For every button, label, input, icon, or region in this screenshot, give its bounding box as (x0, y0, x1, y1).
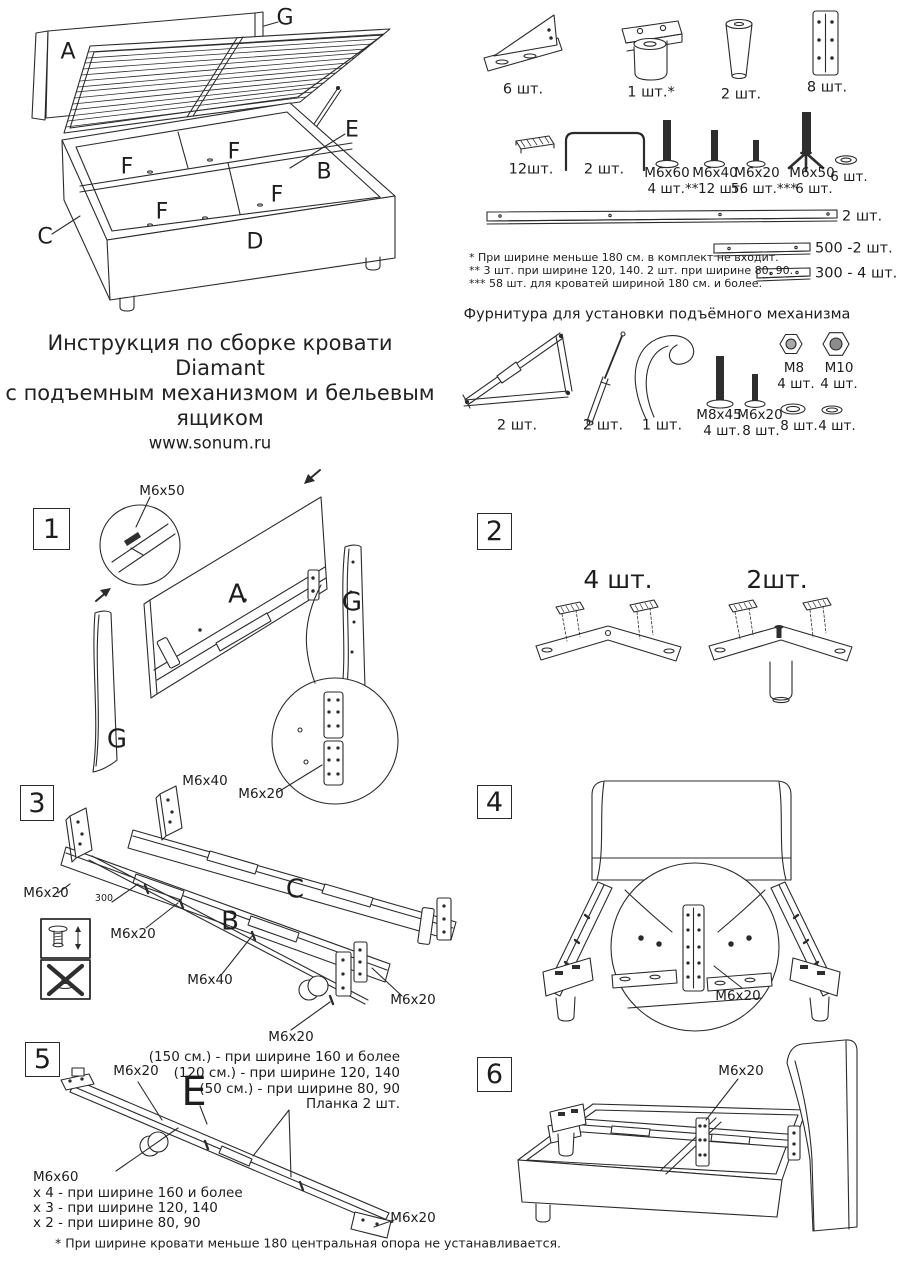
nut-m8-qty: 4 шт. (777, 375, 815, 392)
strip-long-icon (487, 210, 837, 224)
step4-number: 4 (477, 785, 512, 819)
washer-small-qty: 4 шт. (818, 417, 856, 434)
u-bracket-qty: 2 шт. (583, 161, 625, 178)
step1-part-g-right-label: G (341, 587, 363, 618)
bolt-m6x60-icon (656, 120, 678, 168)
plate-qty: 8 шт. (806, 79, 848, 96)
page-title-line2: с подъемным механизмом и бельевым ящиком (5, 381, 435, 430)
lift-mechanism-icon (463, 333, 572, 408)
bolt-m6x60-qty: 4 шт.** (647, 180, 699, 197)
nut-m10-icon (823, 333, 849, 356)
washer-large-icon (781, 404, 805, 414)
leg-icon (726, 20, 752, 79)
bolt-m6x20-lift-qty: 8 шт. (742, 422, 780, 439)
washer-small-icon (822, 406, 842, 414)
center-leg-bracket-icon (622, 21, 682, 80)
bolt-m6x20-size: M6x20 (734, 164, 780, 181)
step6-art (518, 1040, 857, 1231)
step2-qty-2: 2шт. (746, 564, 808, 594)
step3-part-c-label: C (285, 874, 305, 905)
overview-label-f4: F (155, 199, 169, 225)
step5-plank-note-4: Планка 2 шт. (306, 1095, 400, 1112)
strap-icon (635, 336, 693, 419)
step3-bolt-mid-label: M6x20 (110, 925, 156, 942)
strip-long-qty: 2 шт. (842, 208, 883, 225)
bolt-m8x45-icon (707, 356, 733, 408)
overview-label-f2: F (227, 139, 241, 165)
step2-number: 2 (477, 513, 512, 550)
washer-qty: 6 шт. (830, 168, 868, 185)
overview-label-f3: F (270, 182, 284, 208)
step6-number: 6 (477, 1057, 512, 1092)
bolt-m6x20-lift-icon (745, 374, 765, 407)
step4-art (543, 781, 840, 1031)
step2-qty-4: 4 шт. (583, 564, 653, 594)
overview-label-f1: F (120, 154, 134, 180)
step5-number: 5 (25, 1042, 60, 1077)
overview-bed-art (32, 12, 395, 311)
step5-bolt-note-3: x 2 - при ширине 80, 90 (33, 1214, 201, 1231)
step5-bolt-right-label: M6x20 (390, 1209, 436, 1226)
bolt-m6x40-icon (705, 130, 725, 167)
step5-plank-note-3: (50 см.) - при ширине 80, 90 (199, 1080, 400, 1097)
strip-500-qty: 500 -2 шт. (815, 240, 893, 257)
step3-part-b-label: B (221, 906, 239, 937)
gas-spring-icon (587, 332, 625, 425)
step1-bolt-m6x40-label: M6x40 (182, 772, 228, 789)
center-bracket-qty: 1 шт.* (627, 84, 675, 101)
overview-label-g: G (276, 5, 294, 31)
overview-label-c: C (37, 224, 53, 250)
step1-part-a-label: A (228, 579, 246, 610)
step3-bolt-m6x40-label: M6x40 (187, 971, 233, 988)
nut-m10-qty: 4 шт. (820, 375, 858, 392)
step5-bolt-m6x60-label: M6x60 (33, 1168, 79, 1185)
bolt-m6x50-qty: 6 шт. (795, 180, 833, 197)
step1-part-g-left-label: G (106, 724, 128, 755)
step5-plank-note-1: (150 см.) - при ширине 160 и более (148, 1048, 400, 1065)
step3-number: 3 (20, 785, 54, 821)
step1-bolt-m6x20-label: M6x20 (238, 785, 284, 802)
bolt-m6x40-qty: 12 шт. (698, 180, 744, 197)
nut-m10-size: M10 (824, 359, 854, 376)
corner-bracket-icon (484, 15, 562, 71)
gas-spring-qty: 2 шт. (582, 417, 624, 434)
overview-label-d: D (246, 229, 264, 255)
step5-bolt-note-1: x 4 - при ширине 160 и более (33, 1184, 243, 1201)
lift-kit-title: Фурнитура для установки подъёмного механизма (463, 306, 851, 323)
leg-qty: 2 шт. (720, 86, 762, 103)
step3-bolt-bottom-label: M6x20 (268, 1028, 314, 1045)
bolt-m6x50-size: M6x50 (789, 164, 835, 181)
bolt-m6x20-qty: 56 шт.*** (730, 180, 798, 197)
step5-part-e-label: E (181, 1069, 207, 1115)
website-link: www.sonum.ru (148, 433, 272, 453)
overview-label-e: E (345, 117, 359, 143)
bolt-m6x60-size: M6x60 (644, 164, 690, 181)
pad-icon (516, 136, 554, 153)
bolt-m6x20-icon (747, 140, 765, 167)
nut-m8-size: M8 (783, 359, 805, 376)
lift-mechanism-qty: 2 шт. (496, 417, 538, 434)
strip-300-qty: 300 - 4 шт. (815, 265, 898, 282)
overview-label-a: A (60, 39, 76, 65)
kit-note-1: * При ширине меньше 180 см. в комплект не входит. (469, 251, 779, 265)
kit-note-2: ** 3 шт. при ширине 120, 140. 2 шт. при ширине 80. 90. (469, 264, 794, 278)
step1-number: 1 (33, 508, 70, 550)
bolt-m8x45-size: M8x45 (696, 406, 742, 423)
step3-dim-300-label: 300 (94, 893, 114, 905)
bolt-m6x50-icon (789, 112, 823, 171)
step1-art (93, 470, 398, 804)
strap-qty: 1 шт. (641, 417, 683, 434)
corner-bracket-qty: 6 шт. (502, 81, 544, 98)
step5-bolt-note-2: x 3 - при ширине 120, 140 (33, 1199, 218, 1216)
kit-note-3: *** 58 шт. для кроватей шириной 180 см. и более. (469, 277, 763, 291)
pad-qty: 12шт. (508, 161, 554, 178)
step6-bolt-label: M6x20 (718, 1062, 764, 1079)
washer-icon (836, 156, 857, 164)
step5-bolt-top-label: M6x20 (113, 1062, 159, 1079)
step2-art (536, 598, 852, 703)
step5-plank-note-2: (120 см.) - при ширине 120, 140 (173, 1064, 400, 1081)
bottom-footnote: * При ширине кровати меньше 180 центральная опора не устанавливается. (55, 1235, 561, 1251)
connector-plate-icon (813, 11, 838, 75)
step3-bolt-left-label: M6x20 (23, 884, 69, 901)
step4-bolt-label: M6x20 (715, 987, 761, 1004)
page-title (0, 331, 440, 431)
step1-bolt-m6x50-label: M6x50 (139, 482, 185, 499)
overview-label-b: B (316, 159, 332, 185)
bolt-m6x40-size: M6x40 (692, 164, 738, 181)
washer-large-qty: 8 шт. (780, 417, 818, 434)
page-title-line1: Инструкция по сборке кровати Diamant (47, 331, 393, 380)
step3-bolt-right-label: M6x20 (390, 991, 436, 1008)
nut-m8-icon (780, 335, 802, 354)
bolt-m8x45-qty: 4 шт. (703, 422, 741, 439)
bolt-m6x20-lift-size: M6x20 (737, 406, 783, 423)
